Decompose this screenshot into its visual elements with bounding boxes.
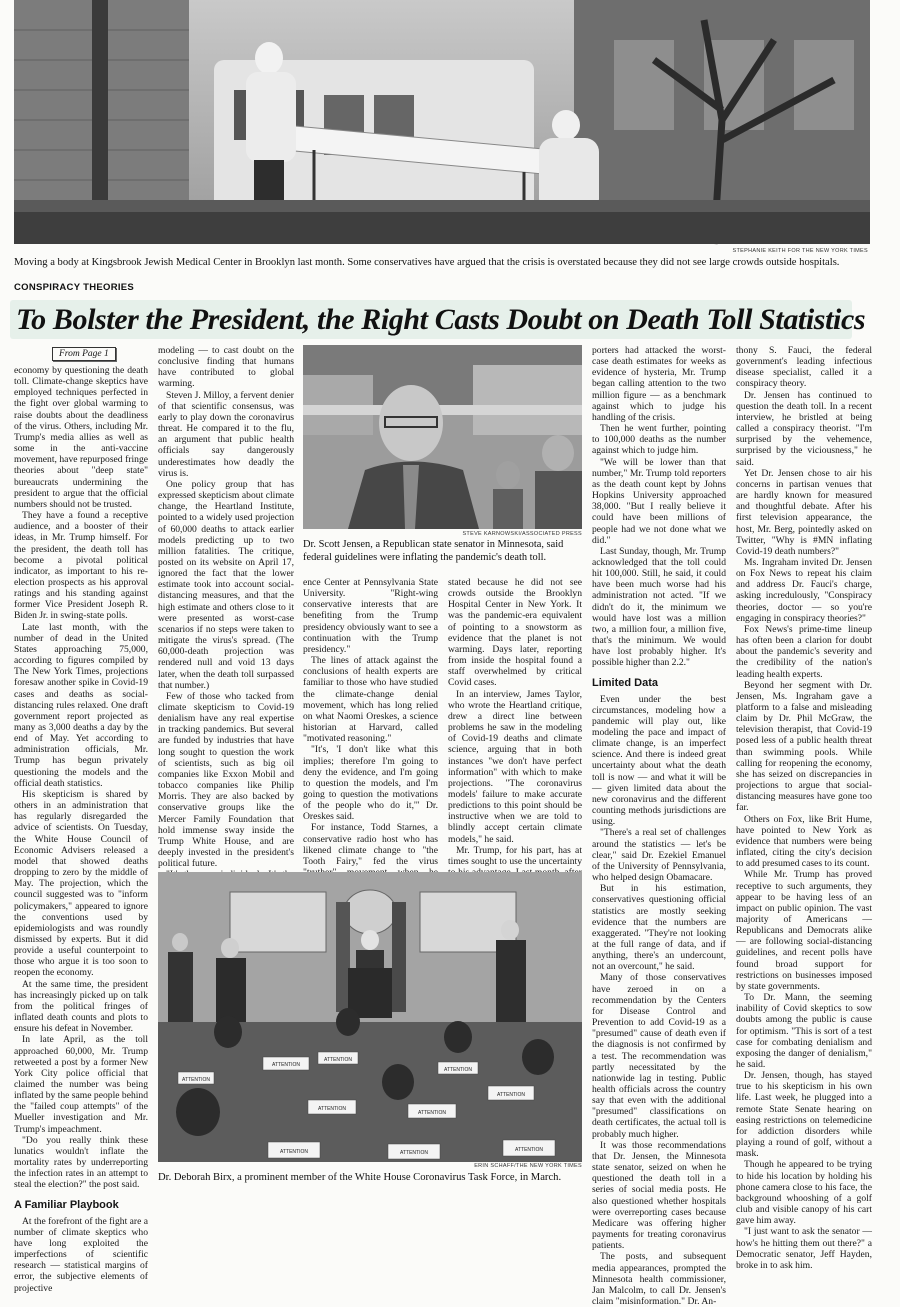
- birx-photo-caption: Dr. Deborah Birx, a prominent member of the White House Coronavirus Task Force, in March.: [158, 1172, 562, 1183]
- paragraph: The lines of attack against the conclusions of health experts are familiar to those who have studied the climate-change denial movement, which has long relied on what Naomi Oreskes, a science historian at Harvard, called "motivated reasoning.": [303, 655, 438, 745]
- paragraph: Ms. Ingraham invited Dr. Jensen on Fox News to repeat his claim and address Dr. Fauci's charge, asking incredulously, "Conspiracy theories, doctor — so you're engaging in conspiracy theories?": [736, 556, 872, 624]
- paragraph: At the forefront of the fight are a number of climate skeptics who have long exploited the imperfections of scientific research — statistical margins of error, the subjective elements of projective: [14, 1215, 148, 1294]
- paragraph: It was those recommendations that Dr. Jensen, the Minnesota state senator, seized on when he questioned the death toll in a series of social media posts. He also questioned whether hospitals were overreporting cases because Medicare was offering higher payments for treating coronavirus patients.: [592, 1139, 726, 1252]
- paragraph: They have a found a receptive audience, and a booster of their ideas, in Mr. Trump himself. For the president, the death toll has become a pivotal political indicator, as important to his re-election prospects as his approval ratings and his standing against former Vice President Joseph R. Biden Jr. in swing-state polls.: [14, 510, 148, 622]
- paragraph: To Dr. Mann, the seeming inability of Covid skeptics to sow doubts among the public is cause for optimism. "This is sort of a test case for combating denialism and exposing the danger of denialism," he said.: [736, 992, 872, 1070]
- paragraph: Then he went further, pointing to 100,000 deaths as the number against which to judge him.: [592, 423, 726, 457]
- article-column-1: [14, 347, 149, 1294]
- article-column-2: [158, 345, 294, 870]
- headline: To Bolster the President, the Right Casts Doubt on Death Toll Statistics: [16, 303, 866, 336]
- paragraph: But in his estimation, conservatives questioning official statistics are mostly seeking evidence that the numbers are exaggerated. "They're not looking at the full range of data, and if anything, there's an undercount, not an overcount," he said.: [592, 883, 726, 973]
- jump-label[interactable]: From Page 1: [52, 347, 116, 361]
- paragraph: His skepticism is shared by others in an administration that has regularly disregarded the advice of scientists. On Tuesday, the White House Council of Economic Advisers released a model that showed deaths dropping to zero by the middle of May. The projection, which the council suggested was to "inform policymakers," appeared to ignore the conventions used by epidemiologists and was roundly dismissed by experts. But it did provide a useful counterpoint to those who argue it is too soon to reopen the economy.: [14, 788, 148, 979]
- attention-sign-text: ATTENTION: [400, 1150, 428, 1156]
- birx-photo: [158, 872, 582, 1162]
- paragraph: Even under the best circumstances, modeling how a pandemic will play out, like modeling the pace and impact of climate change, is an imperfect science. And there is indeed great uncertainty about what the death toll is now — and what it will be — given limited data about the new coronavirus and the different counting methods jurisdictions are using.: [592, 693, 726, 828]
- paragraph: In late April, as the toll approached 60,000, Mr. Trump retweeted a post by a former New York City police official that claimed the number was being inflated by the same people behind the "failed coup attempts" of the Mueller investigation and Mr. Trump's impeachment.: [14, 1034, 149, 1135]
- paragraph: At the same time, the president has increasingly picked up on talk from the political fringes of inflated death counts and plots to ensure his defeat in November.: [14, 978, 148, 1035]
- paragraph: "I just want to ask the senator — how's he hitting them out there?" a Democratic senator, Jeff Hayden, broke in to ask him.: [736, 1226, 872, 1271]
- paragraph: Mr. Trump, for his part, has at times sought to use the uncertainty: [448, 844, 582, 867]
- attention-sign-text: ATTENTION: [497, 1092, 525, 1098]
- paragraph: modeling — to cast doubt on the conclusive finding that humans have contributed to global warming.: [158, 345, 294, 390]
- jensen-photo-credit: STEVE KARNOWSKI/ASSOCIATED PRESS: [462, 531, 582, 537]
- paragraph: For instance, Todd Starnes, a conservative radio host who has likened climate change to "the Tooth Fairy," fed the virus: [303, 822, 438, 867]
- article-column-3: [303, 577, 438, 867]
- top-photo: [14, 0, 870, 244]
- paragraph: Others on Fox, like Brit Hume, have pointed to New York as evidence that numbers were being inflated, citing the city's decision to add presumed cases to its count.: [736, 813, 872, 870]
- paragraph: Last Sunday, though, Mr. Trump acknowledged that the toll could hit 100,000. Still, he said, it could have been much worse had his administration not acted. "If we didn't do it, the minimum we would have lost was a million two, a million four, a million five, that's the minimum. We would have lost probably higher. It's possible higher than 2.2.": [592, 545, 726, 669]
- paragraph: In an interview, James Taylor, who wrote the Heartland critique, drew a direct line between problems he saw in the modeling of Covid-19 deaths and climate science, arguing that in both instances "we don't have perfect information" with which to make projections. "The coronavirus models' failure to make accurate predictions to this point should be instructive when we are told to blindly accept certain climate models," he said.: [448, 688, 582, 845]
- paragraph: Late last month, with the number of dead in the United States approaching 75,000, according to figures compiled by The New York Times, projections foresaw another spike in Covid-19 cases and deaths as social-distancing rules relaxed. One draft government report projected as many as 3,000 deaths a day by the end of May. Yet according to administration officials, Mr. Trump has begun privately questioning the models and the official death statistics.: [14, 621, 148, 789]
- attention-sign-text: ATTENTION: [324, 1057, 352, 1063]
- paragraph: Yet Dr. Jensen chose to air his concerns in partisan venues that are hardly known for measured and thoughtful debate. After his first television appearance, the host, Mr. Berg, pointedly asked on Twitter, "Why is #MN inflating Covid-19 death numbers?": [736, 467, 872, 557]
- paragraph: stated because he did not see crowds outside the Brooklyn Hospital Center in New York. It was the pandemic-era equivalent of pointing to a snowstorm as evidence that the planet is not warming. Days later, reporting from inside the hospital found a staff overwhelmed by critical Covid cases.: [448, 577, 582, 689]
- article-column-4: [448, 577, 582, 867]
- paragraph: thony S. Fauci, the federal government's leading infectious disease specialist, called it a conspiracy theory.: [736, 345, 872, 390]
- paragraph: "We will be lower than that number," Mr. Trump told reporters as the death count kept by Johns Hopkins University approached 38,000. "But I really believe it could have been millions of people had we not done what we did.": [592, 456, 726, 546]
- paragraph: "It's, 'I don't like what this implies; therefore I'm going to deny the evidence, and I'm going to question the models, and I'm going to question the motivations of the people who do it,'" Dr. Oreskes said.: [303, 744, 438, 823]
- paragraph: Beyond her segment with Dr. Jensen, Ms. Ingraham gave a platform to a false and misleading claim by Dr. Phil McGraw, the television therapist, that Covid-19 posed less of a public health threat than swimming pools. While calling for reopening the economy, she has seized on discrepancies in projections to argue that social-distancing measures have gone too far.: [736, 679, 872, 814]
- section-kicker: CONSPIRACY THEORIES: [14, 282, 135, 293]
- senate-chamber-image: [303, 345, 582, 529]
- paragraph: ence Center at Pennsylvania State University. "Right-wing conservative interests that are benefiting from the Trump presidency obviously want to see a continuation with the Trump presidency.": [303, 577, 438, 655]
- briefing-room-image: [158, 872, 582, 1162]
- paragraph: Many of those conservatives have zeroed in on a recommendation by the Centers for Disease Control and Prevention to add Covid-19 as a "presumed" cause of death even if the diagnosis is not confirmed by a test. The recommendation was partly necessitated by the nationwide lag in testing. Public health officials across the country say that even with the additional "presumed" classifications on death certificates, the actual toll is probably much higher.: [592, 972, 726, 1140]
- attention-sign-text: ATTENTION: [444, 1067, 472, 1073]
- paragraph: Few of those who tacked from climate skepticism to Covid-19 denialism have any real expertise in tracking pandemics. But several are funded by industries that have long sought to question the work of scientists, such as big oil companies like Exxon Mobil and tobacco companies like Philip Morris. They are also backed by conservative groups like the Mercer Family Foundation that hold immense sway inside the Trump White House, and are deeply invested in the president's political future.: [158, 690, 294, 870]
- attention-sign-text: ATTENTION: [182, 1077, 210, 1083]
- paragraph: "There's a real set of challenges around the statistics — let's be clear," said Dr. Ezekiel Emanuel of the University of Pennsylvania, who helped design Obamacare.: [592, 827, 726, 884]
- paragraph: While Mr. Trump has proved receptive to such arguments, they appear to be having less of an impact on public opinion. The vast majority of Americans — Republicans and Democrats alike — are following social-distancing guidelines, and recent polls have found broad support for restrictions on businesses imposed by state governments.: [736, 869, 872, 992]
- article-column-5: [592, 345, 726, 1307]
- paragraph: The posts, and subsequent media appearances, prompted the Minnesota health commissioner, Jan Malcolm, to call Dr. Jensen's claim "misinformation." Dr. An-: [592, 1251, 726, 1307]
- paragraph: Fox News's prime-time lineup has often been a clarion for doubt about the pandemic's severity and the credibility of the nation's leading health experts.: [736, 623, 872, 680]
- paragraph: Though he appeared to be trying to hide his location by holding his phone camera close to his face, the background whooshing of a golf club and visible canopy of his cart gave him away.: [736, 1159, 872, 1227]
- jensen-photo: [303, 345, 582, 529]
- attention-sign-text: ATTENTION: [515, 1147, 543, 1153]
- birx-photo-credit: ERIN SCHAFF/THE NEW YORK TIMES: [474, 1163, 582, 1169]
- hospital-scene-image: [14, 0, 870, 244]
- paragraph: porters had attacked the worst-case death estimates for weeks as evidence of hysteria, Mr. Trump began calling attention to the two million figure — as a benchmark against which to judge his handling of the crisis.: [592, 345, 726, 423]
- paragraph: economy by questioning the death toll. Climate-change skeptics have employed techniques perfected in the fight over global warming to raise doubts about the deadliness of the virus. Others, including Mr. Trump's media allies as well as some in the anti-vaccine movement, have repurposed fringe theories about "deep state" bureaucrats undermining the president to argue that the official numbers should not be trusted.: [14, 365, 148, 510]
- article-column-6: [736, 345, 872, 1271]
- paragraph: "Do you really think these lunatics wouldn't inflate the mortality rates by underreporting the infection rates in an attempt to steal the election?" the post said.: [14, 1134, 148, 1191]
- attention-sign-text: ATTENTION: [418, 1110, 446, 1116]
- subhead-limited-data: Limited Data: [592, 676, 659, 689]
- attention-sign-text: ATTENTION: [272, 1062, 300, 1068]
- paragraph: Dr. Jensen, though, has stayed true to his skepticism in his own life. Last week, he plugged into a remote State Senate hearing on easing restrictions on telemedicine for addiction disorders while playing a round of golf, without a mask.: [736, 1070, 872, 1160]
- top-photo-caption: Moving a body at Kingsbrook Jewish Medical Center in Brooklyn last month. Some conservatives have argued that the crisis is overstated because they did not see large crowds outside hospitals.: [14, 257, 840, 268]
- paragraph: Steven J. Milloy, a fervent denier of that scientific consensus, was early to play down the coronavirus threat. He compared it to the flu, an argument that public health officials say dangerously underestimates how deadly the virus is.: [158, 389, 294, 479]
- attention-sign-text: ATTENTION: [280, 1149, 308, 1155]
- jensen-photo-caption: Dr. Scott Jensen, a Republican state senator in Minnesota, said federal guidelines were inflating the pandemic's death toll.: [303, 539, 564, 563]
- top-photo-credit: STEPHANIE KEITH FOR THE NEW YORK TIMES: [732, 248, 868, 254]
- paragraph: Dr. Jensen has continued to question the death toll. In a recent interview, he bristled at being called a conspiracy theorist. "I'm surprised by the vehemence, surprised by the viciousness," he said.: [736, 389, 872, 468]
- paragraph: One policy group that has expressed skepticism about climate change, the Heartland Institute, pointed to a widely used projection of 60,000 deaths to attack earlier models predicting up to two million fatalities. The critique, posted on its website on April 17, ignored the fact that the lower estimate took into account social-distancing measures, and that the high estimate and others close to it were presented as worst-case scenarios if no steps were taken to mitigate the virus's spread. (The 60,000-death projection was rendered null and void 13 days later, when the death toll surpassed that number.): [158, 478, 294, 691]
- attention-sign-text: ATTENTION: [318, 1106, 346, 1112]
- subhead-familiar-playbook: A Familiar Playbook: [14, 1198, 119, 1211]
